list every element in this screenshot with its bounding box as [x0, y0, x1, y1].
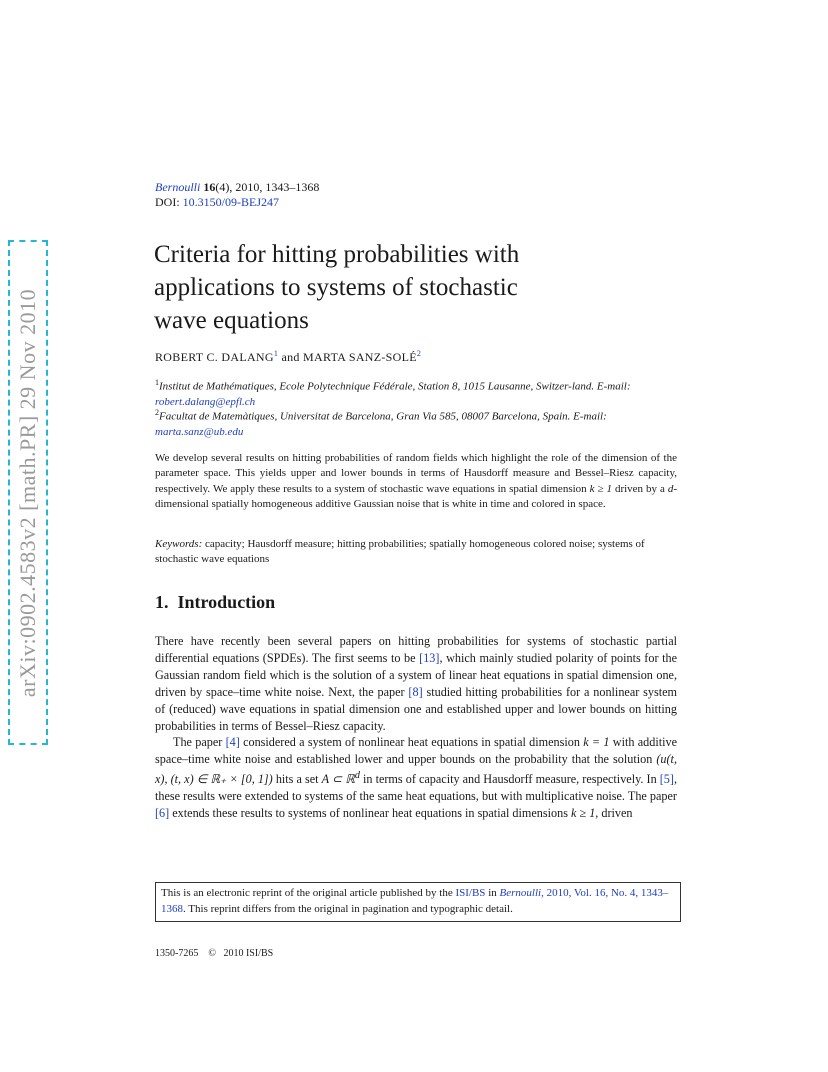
- author-list: [155, 349, 421, 365]
- reprint-notice: [155, 882, 681, 922]
- text: , which mainly studied polarity of points for the Gaussian random field which is the solution of a system of linear heat equations in spatial dimension one, driven by space–time white noise. Next, the paper: [155, 650, 677, 699]
- text: . This reprint differs from the original in pagination and typographic detail.: [183, 902, 513, 915]
- doi-label: DOI:: [155, 195, 180, 209]
- issn-number: 1350-7265: [155, 948, 199, 959]
- math-inline: k ≥ 1: [571, 806, 596, 821]
- author-name: MARTA SANZ-SOLÉ: [303, 350, 417, 364]
- math-set: A ⊂ ℝ: [321, 772, 355, 787]
- email-link[interactable]: robert.dalang@epfl.ch: [155, 395, 256, 408]
- text: in: [488, 887, 497, 899]
- citation-link[interactable]: [8]: [408, 684, 423, 699]
- math-inline: k ≥ 1: [589, 482, 612, 495]
- email-label: E-mail:: [573, 410, 607, 423]
- introduction-body: [155, 633, 677, 822]
- title-line: applications to systems of stochastic: [154, 274, 518, 301]
- affiliation-number: 2: [155, 408, 159, 417]
- text: This is an electronic reprint of the original article published by the: [161, 887, 453, 899]
- journal-name-link[interactable]: Bernoulli: [155, 180, 201, 194]
- affiliation-marker[interactable]: 2: [416, 349, 422, 358]
- text: , these results were extended to systems of the same heat equations, but with multiplicative noise. The paper: [155, 772, 678, 804]
- text: There have recently been several papers on hitting probabilities for systems of stochastic partial differential equations (SPDEs). The first seems to be: [155, 634, 677, 665]
- keywords-label: Keywords:: [155, 538, 203, 550]
- math-inline: [322, 772, 360, 786]
- section-heading: [155, 592, 275, 613]
- arxiv-stamp: [8, 240, 48, 745]
- math-superscript: d: [354, 770, 360, 782]
- text: with additive space–time white noise and established lower and upper bounds on the probability that the solution: [155, 735, 677, 767]
- publisher-link[interactable]: ISI/BS: [455, 887, 486, 899]
- journal-volume: 16: [203, 180, 216, 194]
- title-line: Criteria for hitting probabilities with: [154, 241, 520, 268]
- citation-link[interactable]: , 2010, Vol. 16, No. 4, 1343–1368: [161, 887, 669, 915]
- paragraph: [155, 633, 677, 734]
- journal-issue-year-pages: (4), 2010, 1343–1368: [215, 180, 320, 194]
- abstract-text: -dimensional spatially homogeneous additive Gaussian noise that is white in time and colored in space.: [155, 482, 678, 511]
- citation-link[interactable]: [5]: [659, 772, 674, 787]
- title-line: wave equations: [154, 307, 309, 334]
- keywords-text: capacity; Hausdorff measure; hitting probabilities; spatially homogeneous colored noise; systems of stochastic wave equations: [155, 538, 645, 566]
- math-inline: k = 1: [583, 735, 610, 750]
- affiliation-text: Institut de Mathématiques, Ecole Polytechnique Fédérale, Station 8, 1015 Lausanne, Switzer-land.: [159, 380, 595, 393]
- affiliation-number: 1: [155, 378, 159, 387]
- email-link[interactable]: marta.sanz@ub.edu: [155, 425, 244, 438]
- citation-link[interactable]: [4]: [225, 735, 240, 750]
- section-number: 1.: [155, 592, 169, 612]
- author-name: ROBERT C. DALANG: [155, 350, 274, 364]
- email-label: E-mail:: [596, 380, 631, 393]
- section-title: Introduction: [177, 592, 276, 612]
- abstract-text: We develop several results on hitting probabilities of random fields which highlight the role of the dimension of the parameter space. This yields upper and lower bounds in terms of Hausdorff measure and Bessel–Riesz capacity, respectively. We apply these results to a system of stochastic wave equations in spatial dimension: [155, 452, 677, 495]
- footer-issn: [155, 948, 273, 959]
- copyright-text: 2010 ISI/BS: [223, 948, 274, 959]
- math-inline: d: [667, 482, 674, 495]
- text: considered a system of nonlinear heat equations in spatial dimension: [243, 735, 580, 750]
- journal-citation: [155, 180, 319, 210]
- abstract: [155, 451, 677, 513]
- text: hits a set: [275, 772, 319, 787]
- paragraph: [155, 734, 677, 822]
- copyright-icon: ©: [208, 948, 216, 959]
- affiliation-text: Facultat de Matemàtiques, Universitat de Barcelona, Gran Via 585, 08007 Barcelona, Spain.: [159, 410, 571, 423]
- author-conjunction: and: [281, 350, 300, 364]
- text: , driven: [595, 806, 633, 821]
- citation-link[interactable]: [13]: [419, 650, 440, 665]
- arxiv-identifier: arXiv:0902.4583v2 [math.PR] 29 Nov 2010: [15, 288, 40, 697]
- text: extends these results to systems of nonlinear heat equations in spatial dimensions: [172, 806, 568, 821]
- text: studied hitting probabilities for a nonlinear system of (reduced) wave equations in spatial dimension one and established upper and lower bounds on hitting probabilities in terms of Bessel–Riesz capacity.: [155, 684, 677, 733]
- math-inline: (u(t, x), (t, x) ∈ ℝ₊ × [0, 1]): [155, 752, 677, 787]
- affiliation-marker[interactable]: 1: [273, 349, 279, 358]
- text: The paper: [173, 735, 223, 750]
- journal-link[interactable]: Bernoulli: [499, 887, 542, 899]
- text: in terms of capacity and Hausdorff measure, respectively. In: [363, 772, 657, 787]
- keywords: [155, 537, 677, 568]
- abstract-text: driven by a: [614, 482, 665, 495]
- doi-link[interactable]: 10.3150/09-BEJ247: [182, 195, 280, 209]
- affiliation-2: [155, 405, 675, 440]
- citation-link[interactable]: [6]: [155, 806, 170, 821]
- paper-title: [154, 238, 714, 337]
